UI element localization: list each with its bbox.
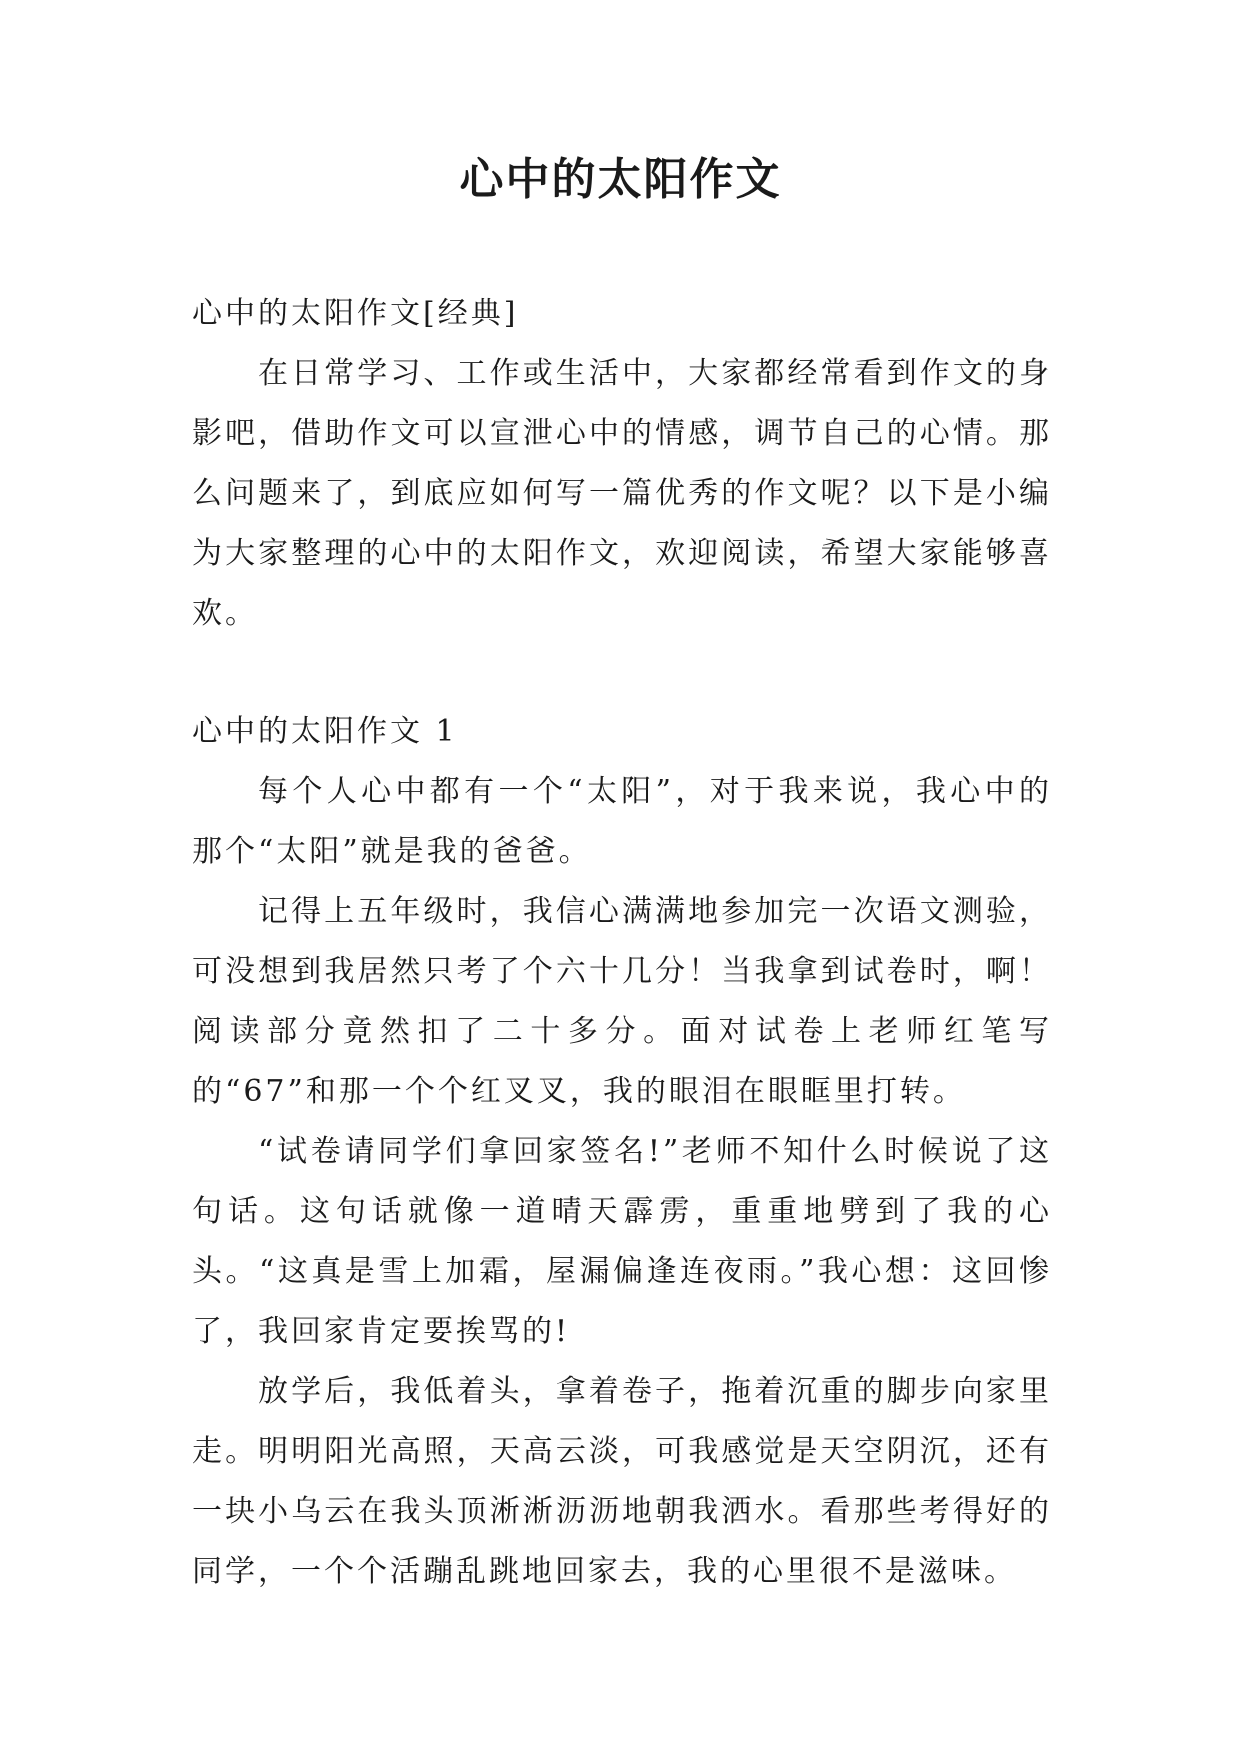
essay-paragraph-4: 放学后，我低着头，拿着卷子，拖着沉重的脚步向家里走。明明阳光高照，天高云淡，可我感觉是天空阴沉，还有一块小乌云在我头顶淅淅沥沥地朝我洒水。看那些考得好的同学，一个个活蹦乱跳地回家去，我的心里很不是滋味。: [192, 1374, 1052, 1589]
essay-paragraph-1: 每个人心中都有一个“太阳”，对于我来说，我心中的那个“太阳”就是我的爸爸。: [192, 774, 1052, 869]
intro-paragraph: 在日常学习、工作或生活中，大家都经常看到作文的身影吧，借助作文可以宣泄心中的情感，调节自己的心情。那么问题来了，到底应如何写一篇优秀的作文呢？以下是小编为大家整理的心中的太阳作文，欢迎阅读，希望大家能够喜欢。: [192, 356, 1052, 631]
essay-paragraph-3: “试卷请同学们拿回家签名!”老师不知什么时候说了这句话。这句话就像一道晴天霹雳，重重地劈到了我的心头。“这真是雪上加霜，屋漏偏逢连夜雨。”我心想：这回惨了，我回家肯定要挨骂的!: [192, 1134, 1052, 1349]
section-spacer: [192, 644, 1052, 702]
document-body: [192, 284, 1052, 1602]
intro-heading: 心中的太阳作文[经典]: [192, 296, 519, 331]
document-title: 心中的太阳作文: [459, 154, 782, 205]
essay-paragraph-2: 记得上五年级时，我信心满满地参加完一次语文测验，可没想到我居然只考了个六十几分！当我拿到试卷时，啊！阅读部分竟然扣了二十多分。面对试卷上老师红笔写的“67”和那一个个红叉叉，我的眼泪在眼眶里打转。: [192, 894, 1052, 1109]
essay-heading: 心中的太阳作文 1: [192, 714, 458, 749]
